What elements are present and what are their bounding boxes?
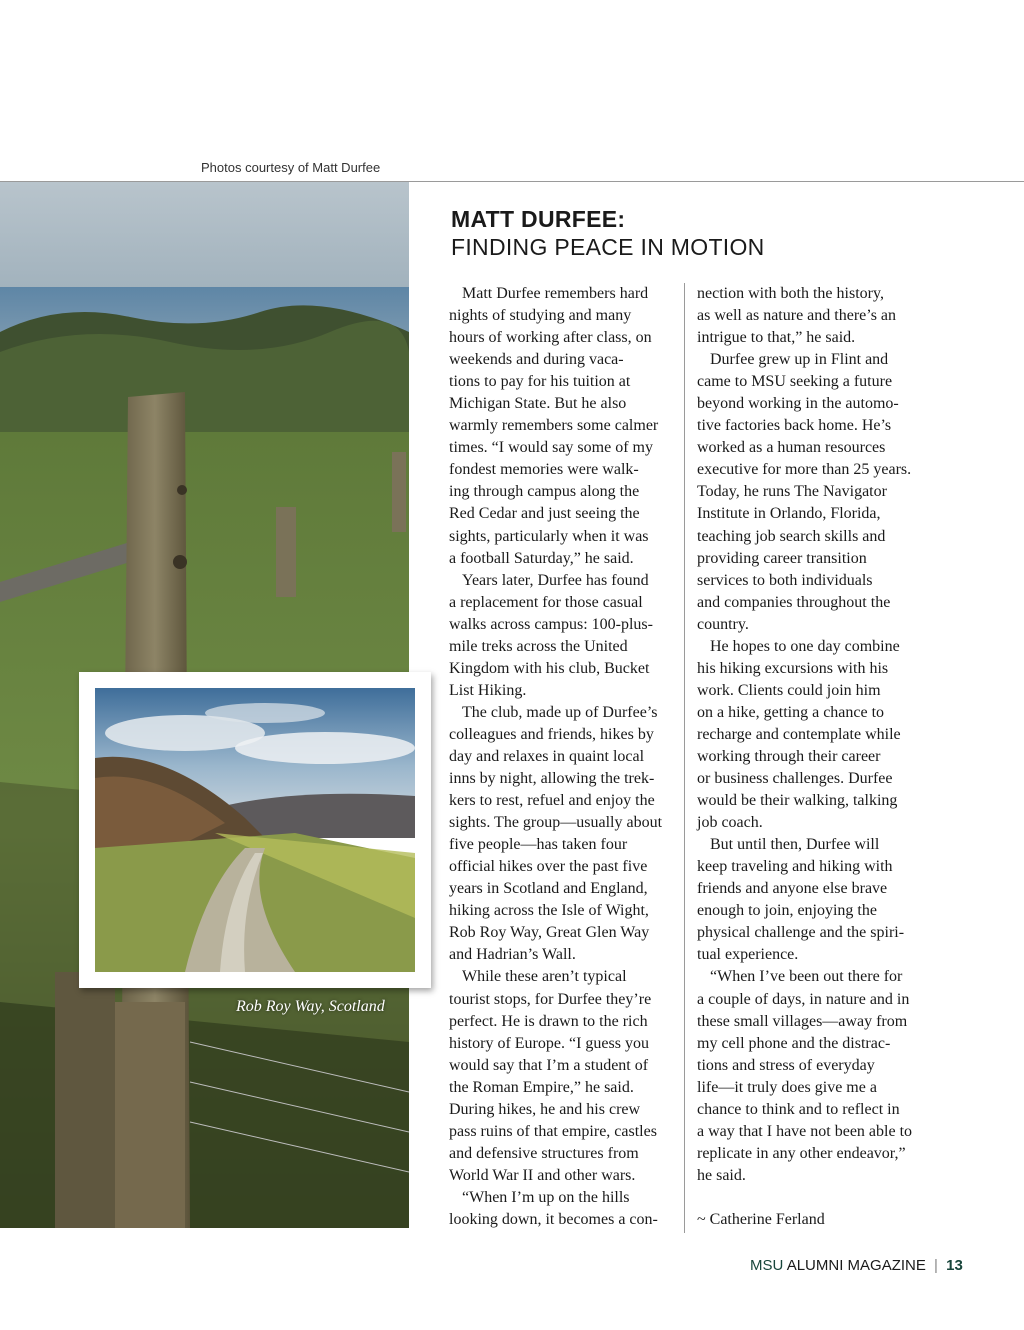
article-text-line: Michigan State. But he also bbox=[449, 395, 627, 413]
article-text-line: a football Saturday,” he said. bbox=[449, 549, 634, 567]
article-text-line: times. “I would say some of my bbox=[449, 439, 653, 457]
article-text-line: Durfee grew up in Flint and bbox=[710, 351, 889, 369]
article-text-line: weekends and during vaca- bbox=[449, 351, 624, 369]
article-text-line: The club, made up of Durfee’s bbox=[462, 703, 658, 721]
article-text-line: years in Scotland and England, bbox=[449, 880, 648, 898]
inset-photo-rob-roy-way bbox=[95, 688, 415, 972]
article-text-line: tual experience. bbox=[697, 946, 799, 964]
article-text-line: day and relaxes in quaint local bbox=[449, 747, 645, 765]
article-text-line: providing career transition bbox=[697, 549, 867, 567]
article-text-line: came to MSU seeking a future bbox=[697, 373, 893, 391]
article-text-line: Kingdom with his club, Bucket bbox=[449, 659, 650, 677]
article-text-line: Institute in Orlando, Florida, bbox=[697, 505, 881, 523]
article-text-line: replicate in any other endeavor,” bbox=[697, 1144, 906, 1162]
article-text-line: a way that I have not been able to bbox=[697, 1122, 913, 1140]
article-text-line: job coach. bbox=[697, 814, 763, 832]
article-byline: ~ Catherine Ferland bbox=[697, 1210, 825, 1228]
article-text-line: five people—has taken four bbox=[449, 836, 628, 854]
article-text-line: country. bbox=[697, 615, 749, 633]
article-text-line: mile treks across the United bbox=[449, 637, 628, 655]
article-text-line: But until then, Durfee will bbox=[710, 836, 880, 854]
article-text-line: he said. bbox=[697, 1166, 746, 1184]
article-text-line: life—it truly does give me a bbox=[697, 1078, 877, 1096]
article-text-line: hiking across the Isle of Wight, bbox=[449, 902, 649, 920]
article-text-line: and companies throughout the bbox=[697, 593, 891, 611]
article-text-line: “When I’m up on the hills bbox=[462, 1188, 630, 1206]
article-text-line: nection with both the history, bbox=[697, 285, 884, 302]
article-text-line: beyond working in the automo- bbox=[697, 395, 899, 413]
article-text-line: friends and anyone else brave bbox=[697, 880, 888, 898]
article-text-line: a replacement for those casual bbox=[449, 593, 643, 611]
article-text-line: hours of working after class, on bbox=[449, 329, 652, 347]
photo-credit: Photos courtesy of Matt Durfee bbox=[201, 160, 381, 175]
article-text-line: pass ruins of that empire, castles bbox=[449, 1122, 657, 1140]
article-text-line: tourist stops, for Durfee they’re bbox=[449, 990, 652, 1008]
article-column-2 bbox=[697, 283, 929, 1231]
article-text-line: nights of studying and many bbox=[449, 307, 632, 325]
article-text-line: the Roman Empire,” he said. bbox=[449, 1078, 634, 1096]
article-text-line: During hikes, he and his crew bbox=[449, 1100, 641, 1118]
article-text-line: teaching job search skills and bbox=[697, 527, 886, 545]
article-text-line: perfect. He is drawn to the rich bbox=[449, 1012, 648, 1030]
article-text-line: looking down, it becomes a con- bbox=[449, 1210, 658, 1228]
article-text-line: chance to think and to reflect in bbox=[697, 1100, 900, 1118]
article-text-line: Matt Durfee remembers hard bbox=[462, 285, 649, 302]
article-text-line: and Hadrian’s Wall. bbox=[449, 946, 576, 964]
article-text-line: working through their career bbox=[697, 747, 881, 765]
article-text-line: Rob Roy Way, Great Glen Way bbox=[449, 924, 650, 942]
page-number: 13 bbox=[946, 1257, 963, 1274]
article-text-line: tions to pay for his tuition at bbox=[449, 373, 631, 391]
article-text-line: executive for more than 25 years. bbox=[697, 461, 912, 479]
article-text-line: a couple of days, in nature and in bbox=[697, 990, 910, 1008]
article-text-line: warmly remembers some calmer bbox=[449, 417, 659, 435]
article-subtitle: FINDING PEACE IN MOTION bbox=[451, 234, 765, 260]
article-column-1 bbox=[449, 283, 681, 1231]
article-text-line: work. Clients could join him bbox=[697, 681, 881, 699]
article-text-line: List Hiking. bbox=[449, 681, 527, 699]
article-text-line: or business challenges. Durfee bbox=[697, 770, 893, 788]
article-text-line: history of Europe. “I guess you bbox=[449, 1034, 649, 1052]
inset-caption: Rob Roy Way, Scotland bbox=[236, 998, 385, 1015]
article-text-line: services to both individuals bbox=[697, 571, 873, 589]
article-text-line: official hikes over the past five bbox=[449, 858, 648, 876]
article-text-line: physical challenge and the spiri- bbox=[697, 924, 905, 942]
article-text-line: tions and stress of everyday bbox=[697, 1056, 875, 1074]
article-text-line: intrigue to that,” he said. bbox=[697, 329, 856, 347]
article-text-line: colleagues and friends, hikes by bbox=[449, 725, 654, 743]
article-text-line: kers to rest, refuel and enjoy the bbox=[449, 792, 655, 810]
article-text-line: ing through campus along the bbox=[449, 483, 640, 501]
article-text-line: “When I’ve been out there for bbox=[710, 968, 903, 986]
article-text-line: his hiking excursions with his bbox=[697, 659, 889, 677]
article-text-line: While these aren’t typical bbox=[462, 968, 627, 986]
page-footer bbox=[750, 1257, 963, 1274]
article-text-line: worked as a human resources bbox=[697, 439, 886, 457]
article-text-line: inns by night, allowing the trek- bbox=[449, 770, 655, 788]
footer-separator: | bbox=[934, 1257, 938, 1274]
article-text-line: walks across campus: 100-plus- bbox=[449, 615, 653, 633]
article-text-line: enough to join, enjoying the bbox=[697, 902, 877, 920]
article-text-line: would be their walking, talking bbox=[697, 792, 898, 810]
article-text-line: World War II and other wars. bbox=[449, 1166, 636, 1184]
article-text-line: He hopes to one day combine bbox=[710, 637, 900, 655]
article-text-line: and defensive structures from bbox=[449, 1144, 639, 1162]
article-text-line: recharge and contemplate while bbox=[697, 725, 901, 743]
column-divider bbox=[684, 283, 685, 1233]
article-text-line: sights, particularly when it was bbox=[449, 527, 649, 545]
footer-magazine: ALUMNI MAGAZINE bbox=[786, 1257, 926, 1274]
article-text-line: would say that I’m a student of bbox=[449, 1056, 649, 1074]
article-title: MATT DURFEE: bbox=[451, 206, 626, 232]
article-text-line: on a hike, getting a chance to bbox=[697, 703, 885, 721]
article-text-line: these small villages—away from bbox=[697, 1012, 908, 1030]
article-text-line: my cell phone and the distrac- bbox=[697, 1034, 891, 1052]
article-text-line bbox=[697, 1187, 929, 1209]
footer-brand: MSU bbox=[750, 1257, 784, 1274]
article-text-line: as well as nature and there’s an bbox=[697, 307, 897, 325]
article-text-line: keep traveling and hiking with bbox=[697, 858, 893, 876]
article-text-line: Red Cedar and just seeing the bbox=[449, 505, 640, 523]
article-text-line: Today, he runs The Navigator bbox=[697, 483, 887, 501]
article-text-line: sights. The group—usually about bbox=[449, 814, 663, 832]
article-text-line: fondest memories were walk- bbox=[449, 461, 639, 479]
inset-photo-frame bbox=[79, 672, 431, 988]
article-text-line: Years later, Durfee has found bbox=[462, 571, 649, 589]
article-text-line: tive factories back home. He’s bbox=[697, 417, 892, 435]
